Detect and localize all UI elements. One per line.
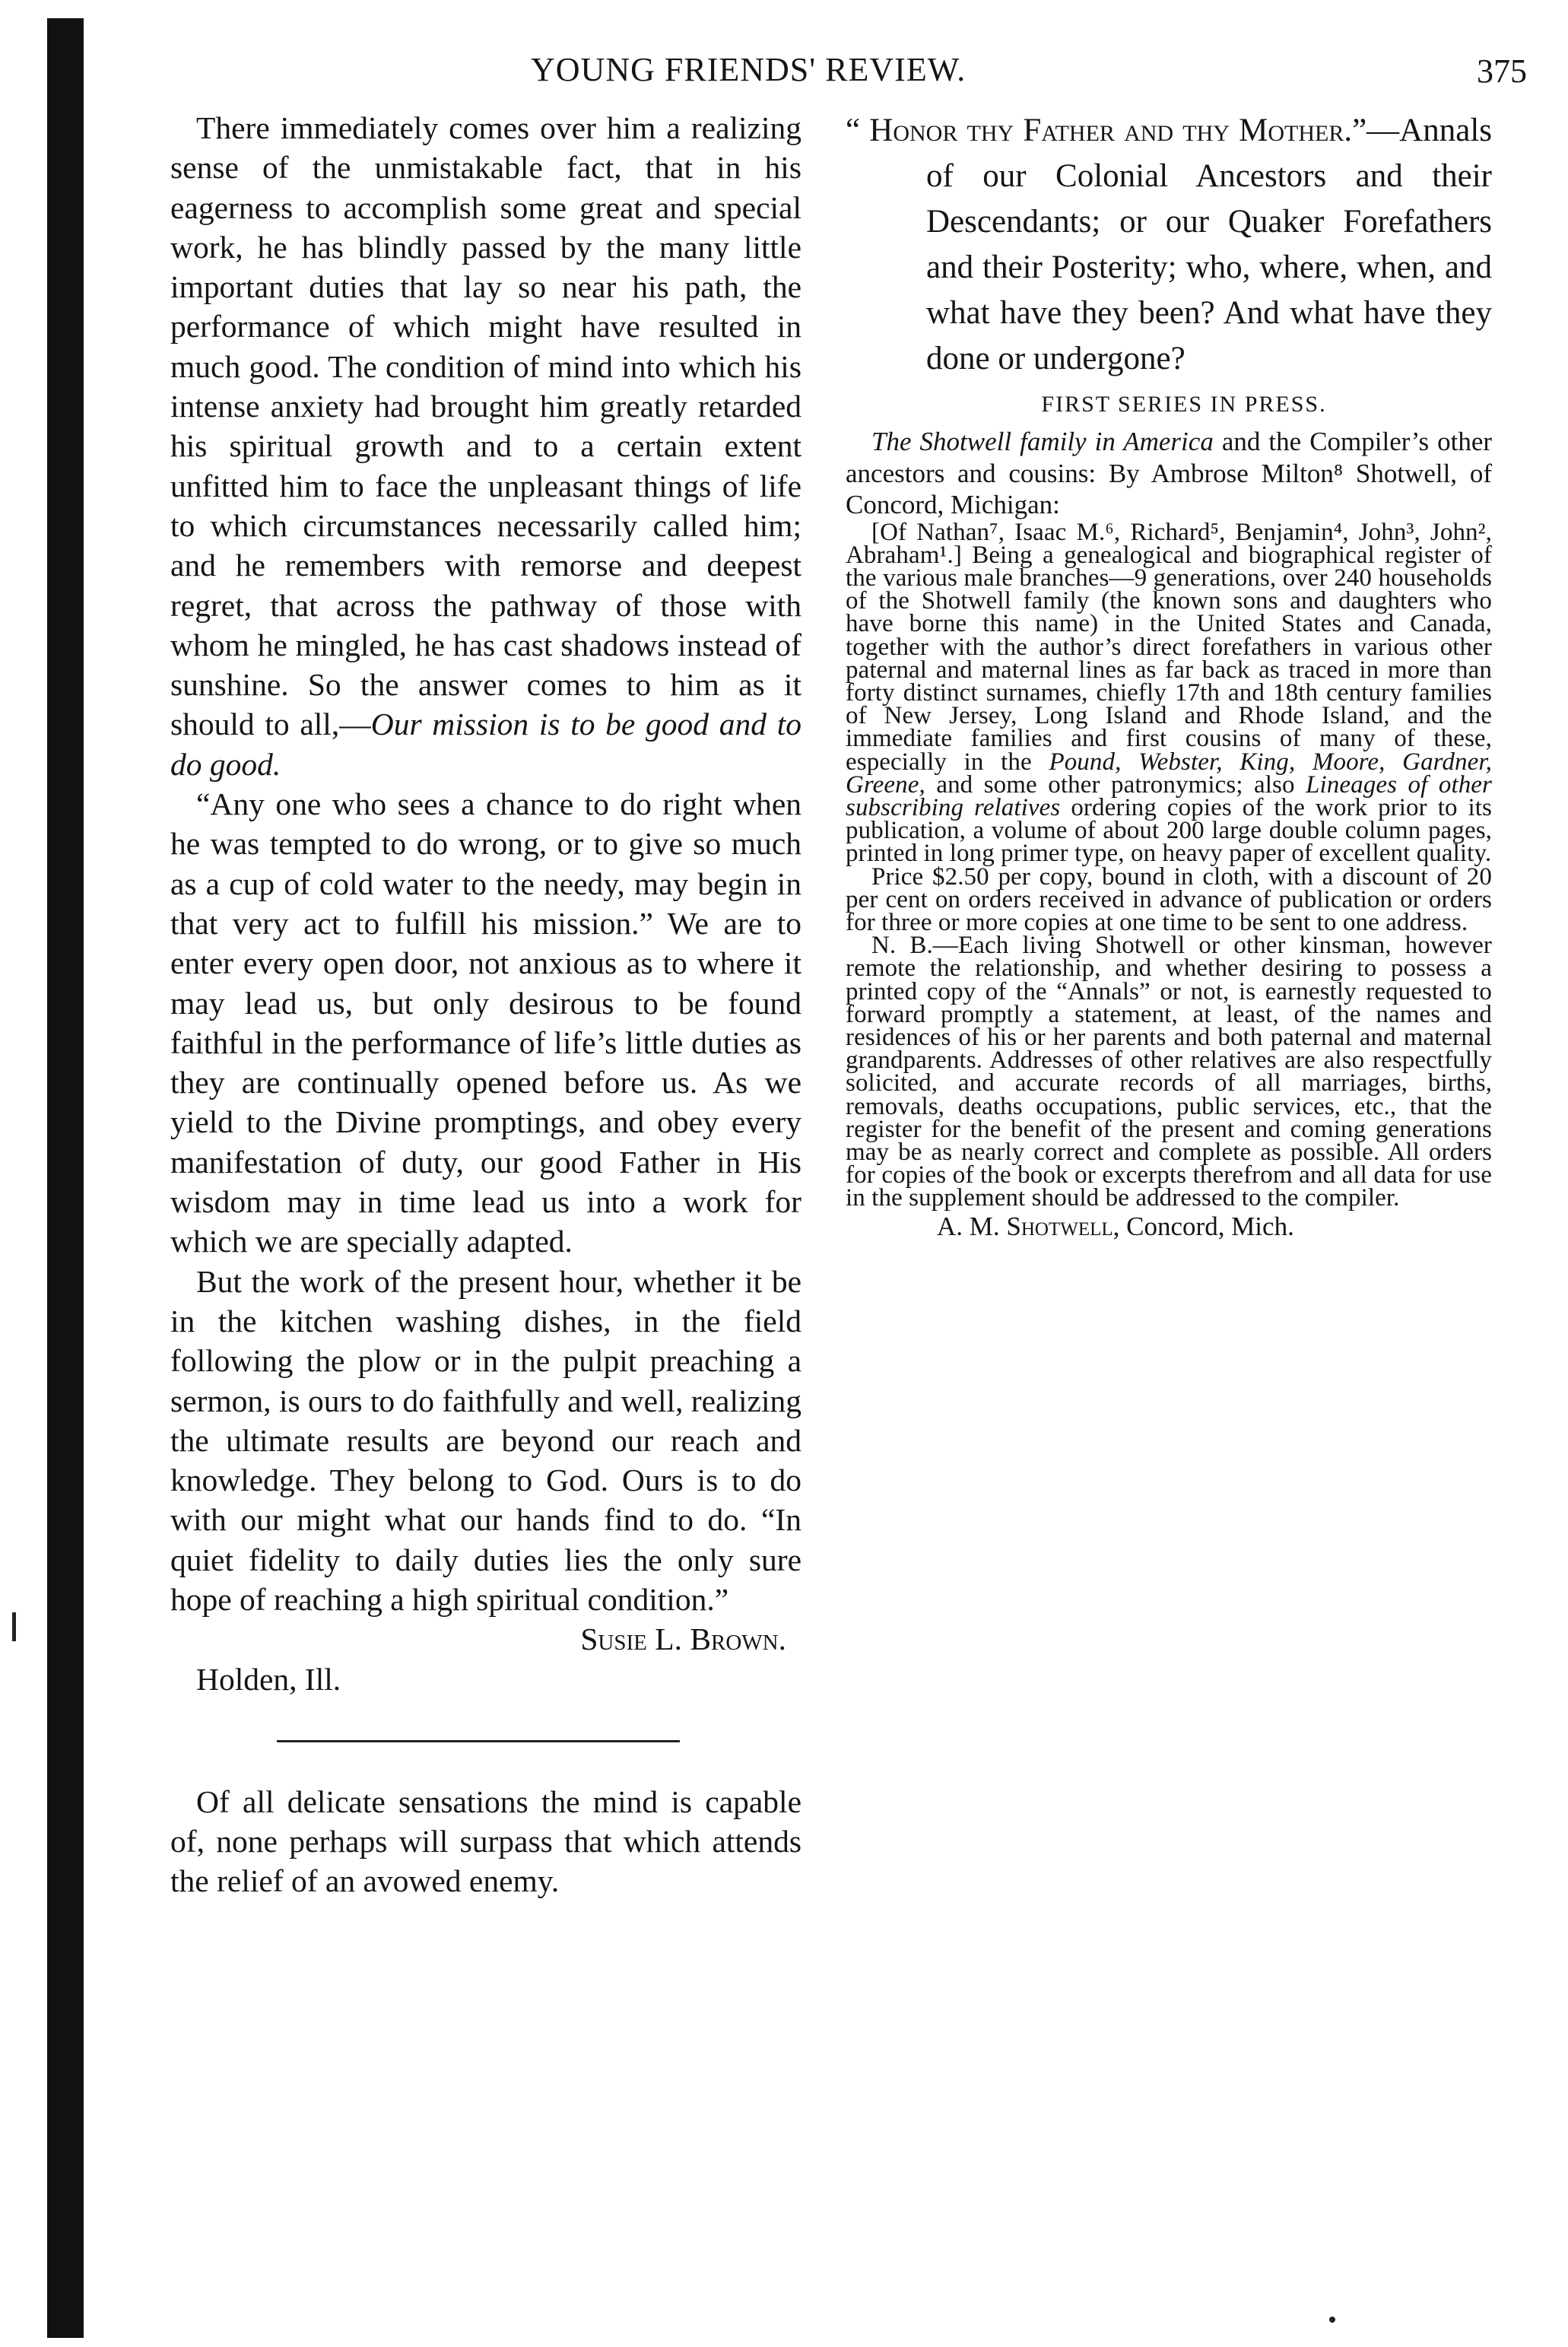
signature-line	[170, 1619, 801, 1659]
compiler-name: A. M. Shotwell	[937, 1211, 1113, 1241]
description-text: and some other patronymics; also	[925, 770, 1306, 799]
paragraph-open-door: “Any one who sees a chance to do right when he was tempted to do wrong, or to give so much as a cup of cold water to the needy, may begin in that very act to fulfill his mission.” We are to enter every open door, not anxious as to where it may lead us, but only desirous to be found faithful in the performance of life’s little duties as they are continually opened before us. As we yield to the Divine promptings, and obey every manifestation of duty, our good Father in His wisdom may in time lead us into a work for which we are specially adapted.	[170, 786, 801, 1259]
section-divider	[277, 1740, 680, 1742]
paragraph-present-hour	[170, 1262, 801, 1620]
compiler-place: , Concord, Mich.	[1113, 1211, 1294, 1241]
surnames-italic: Pound, Webster, King, Moore, Gardner, Greene,	[846, 748, 1492, 799]
description-text: [Of Nathan⁷, Isaac M.⁶, Richard⁵, Benjamin⁴, John³, John², Abraham¹.] Being a genealogical and biographical register of the various male branches—9 generations, over 240 households of the Shotwell family (the known sons and daughters who have borne this name) in the United States and Canada, together with the author’s direct forefathers in various other paternal and maternal lines as far back as traced in more than forty distinct surnames, chiefly 17th and 18th century families of New Jersey, Long Island and Rhode Island, and the immediate families and first cousins of many of these, especially in the	[846, 518, 1492, 776]
page-binding-edge	[47, 18, 84, 2338]
right-column	[846, 108, 1492, 1243]
page-header	[173, 50, 1535, 96]
stray-dot	[1329, 2317, 1335, 2323]
paragraph-delicate-sensations: Of all delicate sensations the mind is capable of, none perhaps will surpass that which attends the relief of an avowed enemy.	[170, 1783, 801, 1899]
price-paragraph: Price $2.50 per copy, bound in cloth, with a discount of 20 per cent on orders received in advance of publication or orders for three or more copies at one time to be sent to one address.	[846, 862, 1492, 936]
margin-mark	[12, 1612, 16, 1641]
advert-title: Honor thy Father and thy Mother.	[869, 113, 1353, 148]
book-description	[846, 518, 1492, 868]
paragraph-text: But the work of the present hour, whether it be in the kitchen washing dishes, in the field following the plow or in the pulpit preaching a sermon, is ours to do faithfully and well, realizing the ultimate results are beyond our reach and knowledge. They belong to God. Ours is to do with our might what our hands find to do. “In quiet fidelity to daily duties lies the only sure hope of reaching a high spiritual condition.”	[170, 1263, 801, 1617]
book-intro-text: and the Compiler’s other ancestors and cousins: By Ambrose Milton⁸ Shotwell, of Concord, Michigan:	[846, 427, 1493, 519]
advert-subtitle: ”—Annals of our Colonial Ancestors and their Descendants; or our Quaker Forefathers and their Posterity; who, where, when, and what have they been? And what have they done or undergone?	[926, 113, 1492, 376]
running-title: YOUNG FRIENDS' REVIEW.	[531, 51, 967, 88]
open-quote: “	[846, 113, 870, 148]
book-intro	[846, 426, 1492, 521]
book-title: The Shotwell family in America	[871, 427, 1214, 456]
paragraph-mission	[170, 108, 801, 784]
italic-phrase: Our mission is to be good and to do good.	[170, 707, 801, 782]
lineages-italic: Lineages of other subscribing relatives	[846, 770, 1492, 821]
left-column	[170, 108, 801, 1901]
advert-heading	[846, 108, 1492, 382]
nota-bene-paragraph: N. B.—Each living Shotwell or other kinsman, however remote the relationship, and whether desiring to possess a printed copy of the “Annals” or not, is earnestly requested to forward promptly a statement, at least, of the names and residences of his or her parents and both paternal and maternal grandparents. Addresses of other relatives are also respectfully solicited, and accurate records of all marriages, births, removals, deaths occupations, public services, etc., that the register for the benefit of the present and coming generations may be as nearly correct and complete as possible. All orders for copies of the book or excerpts therefrom and all data for use in the supplement should be addressed to the compiler.	[846, 932, 1492, 1212]
series-heading: FIRST SERIES IN PRESS.	[1041, 392, 1327, 417]
author-place: Holden, Ill.	[196, 1661, 341, 1697]
description-text: ordering copies of the work prior to its publication, a volume of about 200 large double column pages, printed in long primer type, on heavy paper of excellent quality.	[846, 793, 1492, 868]
page-number: 375	[1477, 52, 1527, 90]
compiler-signature	[846, 1210, 1492, 1243]
paragraph-text: There immediately comes over him a realizing sense of the unmistakable fact, that in his eagerness to accomplish some great and special work, he has blindly passed by the many little important duties that lay so near his path, the performance of which might have resulted in much good. The condition of mind into which his intense anxiety had brought him greatly retarded his spiritual growth and to a certain extent unfitted him to face the unpleasant things of life to which circumstances necessarily called him; and he remembers with remorse and deepest regret, that across the pathway of those with whom he mingled, he has cast shadows instead of sunshine. So the answer comes to him as it should to all,—	[170, 110, 801, 742]
author-signature: Susie L. Brown.	[580, 1621, 786, 1657]
